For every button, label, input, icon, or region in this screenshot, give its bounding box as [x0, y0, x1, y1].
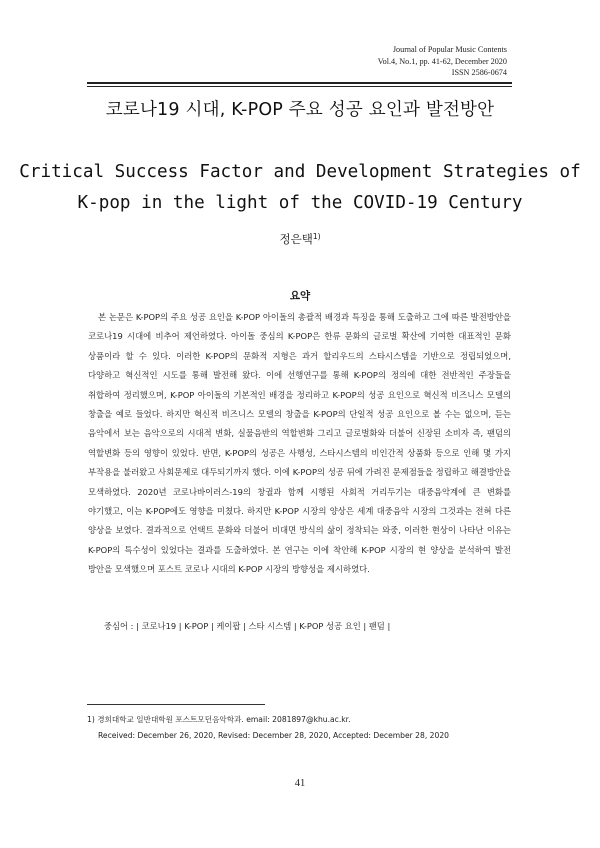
author	[0, 231, 600, 247]
title-korean: 코로나19 시대, K-POP 주요 성공 요인과 발전방안	[105, 100, 495, 120]
author-name: 정은택	[279, 232, 313, 246]
abstract-heading: 요약	[289, 290, 311, 302]
page-number: 41	[294, 778, 306, 789]
journal-volume: Vol.4, No.1, pp. 41-62, December 2020	[377, 56, 507, 66]
author-footnote-mark: 1)	[312, 232, 321, 241]
title-english	[0, 157, 600, 219]
footnote-affiliation: 1) 경희대학교 일반대학원 포스트모던음악학과. email: 2081897@khu.ac.kr.	[87, 715, 351, 724]
footnote-rule	[87, 704, 265, 705]
footnote-dates: Received: December 26, 2020, Revised: December 28, 2020, Accepted: December 28, 2020	[98, 730, 449, 740]
keywords: 중심어 : | 코로나19 | K-POP | 케이팝 | 스타 시스템 | K-POP 성공 요인 | 팬덤 |	[104, 621, 391, 631]
header-rule-thick	[87, 82, 512, 84]
abstract-body: 본 논문은 K-POP의 주요 성공 요인을 K-POP 아이돌의 총괄적 배경과 특징을 통해 도출하고 그에 따른 발전방안을 코로나19 시대에 비추어 제언하였다. 아이돌 중심의 K-POP은 한류 문화의 글로벌 확산에 기여한 대표적인 문화 상품이라 할 수 있다. 이러한 K-POP의 문화적 지형은 과거 할리우드의 스타시스템을 기반으로 정립되었으며, 다양하고 혁신적인 시도를 통해 발전해 왔다. 이에 선행연구를 통해 K-POP의 정의에 대한 전반적인 주장들을 취합하여 정리했으며, K-POP 아이돌의 기본적인 배경을 정리하고 K-POP의 성공 요인으로 혁신적 비즈니스 모델의 창출을 예로 들었다. 하지만 혁신적 비즈니스 모델의 창출을 K-POP의 단일적 성공 요인으로 볼 수는 없으며, 듣는 음악에서 보는 음악으로의 시대적 변화, 실물음반의 역할변화 그리고 글로벌화와 더불어 신장된 소비자 즉, 팬덤의 역할변화 등의 영향이 있었다. 반면, K-POP의 성공은 사행성, 스타시스템의 비인간적 상품화 등으로 인해 몇 가지 부작용을 불러왔고 사회문제로 대두되기까지 했다. 이에 K-POP의 성공 뒤에 가려진 문제점들을 정립하고 해결방안을 모색하였다. 2020년 코로나바이러스-19의 창궐과 함께 시행된 사회적 거리두기는 대중음악계에 큰 변화를 야기했고, 이는 K-POP에도 영향을 미쳤다. 하지만 K-POP 시장의 양상은 세계 대중음악 시장의 그것과는 전혀 다른 양상을 보였다. 결과적으로 언택트 문화와 더불어 비대면 방식의 삶이 정착되는 와중, 이러한 현상이 나타난 이유는 K-POP의 특수성이 있었다는 결과를 도출하였다. 본 연구는 이에 착안해 K-POP 시장의 현 양상을 분석하여 발전 방안을 모색했으며 포스트 코로나 시대의 K-POP 시장의 방향성을 제시하였다.	[88, 312, 511, 575]
journal-name: Journal of Popular Music Contents	[392, 45, 507, 54]
journal-issn: ISSN 2586-0674	[451, 68, 507, 77]
header-rule-thin	[87, 86, 512, 87]
footnote	[87, 712, 517, 743]
journal-info	[378, 44, 507, 79]
title-english-line-2: K-pop in the light of the COVID-19 Century	[77, 193, 523, 213]
title-english-line-1: Critical Success Factor and Development Strategies of	[19, 162, 581, 182]
